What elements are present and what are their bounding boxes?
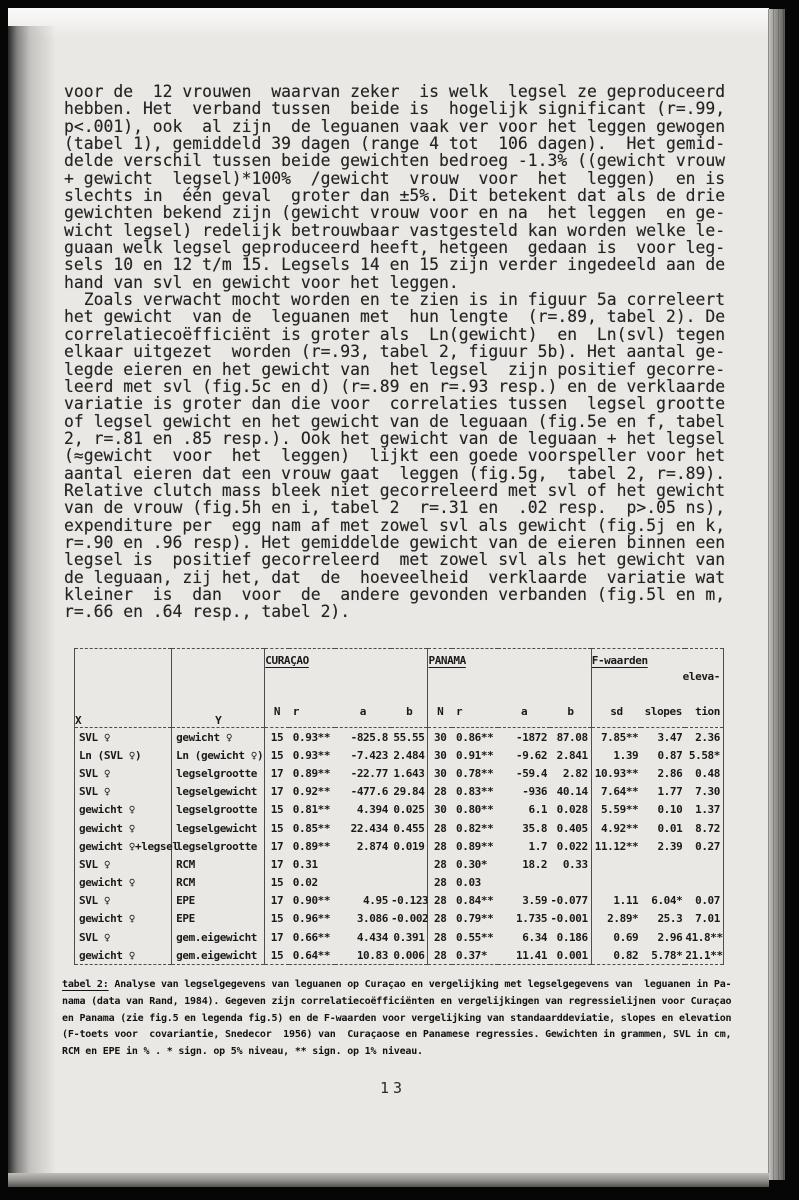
table-body [75,728,724,965]
body-text-line: de leguaan, zij het, dat de hoeveelheid verklaarde variatie wat [64,567,726,587]
cell-x: gewicht ♀ [79,803,136,817]
cell-curacao-b: -0.123 [390,894,429,908]
cell-f-sd: 2.89* [591,910,641,928]
table-row [75,910,724,928]
cell-curacao-r: 0.85** [292,821,331,835]
body-text-line: leerd met svl (fig.5c en d) (r=.89 en r=.93 resp.) en de verklaarde [64,376,726,396]
body-text-line: voor de 12 vrouwen waarvan zeker is welk legsel ze geproduceerd [64,82,726,101]
body-text-line: variatie is groter dan die voor correlaties tussen legsel grootte [64,394,726,414]
cell-y: RCM [172,874,265,892]
cell-y: RCM [172,855,265,873]
cell-panama-b: 0.028 [556,803,588,817]
cell-panama-a: 6.1 [528,803,548,817]
body-text-line: kleiner is dan voor de andere gevonden verbanden (fig.5l en m, [64,584,726,604]
cell-panama-b: 0.022 [556,839,588,853]
cell-panama-r: 0.03 [456,876,481,890]
cell-x: SVL ♀ [79,894,111,908]
cell-curacao-b: -0.002 [390,912,429,926]
cell-panama-b: 87.08 [556,730,588,744]
cell-panama-b: 2.82 [562,766,588,780]
cell-f-sd: 10.93** [591,764,641,782]
cell-curacao-a: -7.423 [350,748,388,762]
cell-curacao-b: 1.643 [393,766,425,780]
cell-panama-b [550,874,591,892]
cell-curacao-r: 0.31 [292,857,318,871]
cell-curacao-r: 0.89** [292,766,331,780]
cell-panama-b: 0.001 [556,948,588,962]
cell-f-sd: 11.12** [591,837,641,855]
cell-curacao-n: 17 [265,837,289,855]
cell-f-elevation [685,855,723,873]
table-row [75,764,724,782]
curacao-label: CURAÇAO [265,654,309,667]
cell-f-sd: 0.69 [591,928,641,946]
cell-y: gem.eigewicht [172,946,265,965]
book-page-edges [768,9,785,1180]
col-header-panama-a: a [498,690,550,728]
body-text-line: expenditure per egg nam af met zowel svl als gewicht (fig.5j en k, [64,515,726,535]
cell-curacao-a: 10.83 [356,948,388,962]
caption-line: (F-toets voor covariantie, Snedecor 1956) van Curaçaose en Panamese regressies. Gewichten in grammen, SVL in cm, [62,1029,732,1041]
cell-curacao-n: 17 [265,783,289,801]
cell-panama-r: 0.84** [456,894,494,908]
cell-f-slopes: 2.86 [657,766,683,780]
body-text-line: 2, r=.81 en .85 resp.). Ook het gewicht van de leguaan + het legsel [64,428,726,448]
cell-f-elevation: 0.07 [695,894,720,908]
cell-x: gewicht ♀ [79,912,136,926]
cell-curacao-n: 17 [265,892,289,910]
body-text-line: + gewicht legsel)*100% /gewicht vrouw voor het leggen) en is [64,168,726,188]
col-header-y: Y [172,649,265,728]
cell-panama-a: 35.8 [522,821,548,835]
cell-curacao-a: 3.086 [356,912,388,926]
caption-line1-rest: Analyse van legselgegevens van leguanen op Curaçao en vergelijking met legselgegevens van leguanen in Pa- [108,979,732,990]
body-text-line: r=.90 en .96 resp). Het gemiddelde gewicht van de eieren binnen een [64,532,726,552]
cell-curacao-r: 0.89** [292,839,331,853]
body-text-line: delde verschil tussen beide gewichten bedroeg -1.3% ((gewicht vrouw [64,151,726,171]
cell-panama-n: 28 [428,874,452,892]
body-text-line: slechts in één geval groter dan ±5%. Dit betekent dat als de drie [64,186,726,206]
cell-curacao-a: 4.394 [356,803,388,817]
cell-panama-a: -59.4 [516,766,548,780]
body-text-line: guaan welk legsel geproduceerd heeft, hetgeen gedaan is voor leg- [64,238,726,258]
cell-x: gewicht ♀ [79,821,136,835]
cell-curacao-r: 0.96** [292,912,331,926]
cell-f-elevation: 7.30 [695,785,720,799]
table-row [75,728,724,747]
cell-x: SVL ♀ [79,730,111,744]
cell-y: gewicht ♀ [172,728,265,747]
cell-panama-r: 0.30* [456,857,488,871]
body-text-line: elkaar uitgezet worden (r=.93, tabel 2, figuur 5b). Het aantal ge- [64,342,726,362]
cell-f-slopes: 2.39 [657,839,683,853]
cell-f-elevation: 0.27 [695,839,720,853]
cell-f-sd: 0.82 [591,946,641,965]
cell-x: SVL ♀ [79,930,111,944]
cell-panama-n: 28 [428,910,452,928]
cell-curacao-n: 17 [265,764,289,782]
caption-rest [62,994,740,1061]
cell-panama-a: -1872 [516,730,548,744]
cell-panama-a: 18.2 [522,857,548,871]
cell-panama-n: 28 [428,783,452,801]
cell-f-slopes: 0.87 [657,748,683,762]
cell-curacao-r: 0.93** [292,748,331,762]
table-row [75,746,724,764]
cell-curacao-n: 15 [265,746,289,764]
cell-f-slopes: 25.3 [657,912,683,926]
col-header-curacao-n: N [265,690,289,728]
table-row [75,928,724,946]
body-text-line: legde eieren en het gewicht van het legsel zijn positief gecorre- [64,359,726,379]
cell-f-slopes: 1.77 [657,785,683,799]
cell-curacao-b: 55.55 [393,730,425,744]
cell-curacao-a: -825.8 [350,730,388,744]
cell-f-slopes [641,874,685,892]
cell-y: legselgrootte [172,837,265,855]
body-text-line: Relative clutch mass bleek niet gecorreleerd met svl of het gewicht [64,480,726,500]
body-text-line: legsel is positief gecorreleerd met zowel svl als het gewicht van [64,550,726,570]
cell-panama-n: 28 [428,928,452,946]
cell-panama-n: 30 [428,801,452,819]
body-text-line: (≈gewicht voor het leggen) lijkt een goede voorspeller voor het [64,446,726,466]
cell-curacao-r: 0.93** [292,730,331,744]
table-row [75,801,724,819]
col-header-x: X [75,649,172,728]
cell-panama-r: 0.91** [456,748,494,762]
cell-curacao-a: -22.77 [350,766,388,780]
body-text-line: sels 10 en 12 t/m 15. Legsels 14 en 15 zijn verder ingedeeld aan de [64,255,726,275]
cell-curacao-a: 2.874 [356,839,388,853]
cell-curacao-n: 17 [265,928,289,946]
body-text-line: Zoals verwacht mocht worden en te zien is in figuur 5a correleert [64,290,726,310]
table-row [75,819,724,837]
cell-f-elevation: 0.48 [695,766,720,780]
body-text-line: r=.66 en .64 resp., tabel 2). [64,602,351,622]
cell-curacao-r: 0.66** [292,930,331,944]
cell-panama-r: 0.37* [456,948,488,962]
cell-panama-b: 0.33 [562,857,588,871]
cell-curacao-a: 4.95 [363,894,388,908]
cell-f-slopes [641,855,685,873]
elevation-header-line1: eleva- [682,670,720,683]
body-text-line: of legsel gewicht en het gewicht van de leguaan (fig.5e en f, tabel [64,411,726,431]
elevation-header-line2: tion [685,690,723,728]
cell-x: gewicht ♀+legsel [79,839,179,853]
cell-curacao-n: 15 [265,728,289,747]
cell-f-slopes: 0.10 [657,803,683,817]
cell-y: EPE [172,910,265,928]
cell-panama-a: 1.735 [516,912,548,926]
cell-y: EPE [172,892,265,910]
group-header-f-waarden [591,649,723,691]
table-caption [62,977,740,1061]
cell-panama-n: 30 [428,728,452,747]
cell-curacao-r: 0.90** [292,894,331,908]
body-text-line: hebben. Het verband tussen beide is hogelijk significant (r=.99, [64,99,726,119]
cell-panama-a: -936 [522,785,548,799]
table-row [75,855,724,873]
caption-label: tabel 2: [62,979,109,990]
cell-curacao-a [335,855,391,873]
cell-panama-b: 40.14 [556,785,588,799]
cell-curacao-n: 15 [265,874,289,892]
col-header-curacao-b: b [391,690,428,728]
cell-y: legselgewicht [172,819,265,837]
cell-panama-b: 0.405 [556,821,588,835]
cell-x: SVL ♀ [79,857,111,871]
cell-f-slopes: 3.47 [657,730,683,744]
cell-f-elevation: 5.58* [688,748,720,762]
body-text-line: correlatiecoëfficiënt is groter als Ln(gewicht) en Ln(svl) tegen [64,324,726,344]
cell-curacao-a: -477.6 [350,785,388,799]
cell-f-sd [591,855,641,873]
body-text-line: wicht legsel) redelijk betrouwbaar vastgesteld kan worden welke le- [64,220,726,240]
cell-panama-b: 2.841 [556,748,588,762]
cell-y: legselgrootte [172,801,265,819]
caption-line [62,977,740,994]
cell-y: gem.eigewicht [172,928,265,946]
cell-curacao-b: 29.84 [393,785,425,799]
col-header-panama-r: r [452,690,498,728]
cell-f-elevation: 7.01 [695,912,720,926]
cell-f-sd: 4.92** [591,819,641,837]
cell-panama-a: -9.62 [516,748,548,762]
cell-curacao-a [335,874,391,892]
cell-panama-n: 28 [428,892,452,910]
cell-y: Ln (gewicht ♀) [172,746,265,764]
body-text [64,83,752,621]
group-header-panama [428,649,591,691]
cell-f-sd: 1.11 [591,892,641,910]
cell-f-sd [591,874,641,892]
cell-curacao-n: 15 [265,946,289,965]
cell-curacao-r: 0.02 [292,876,318,890]
cell-x: SVL ♀ [79,785,111,799]
cell-f-elevation: 8.72 [695,821,720,835]
cell-panama-a: 1.7 [528,839,548,853]
body-text-line: van de vrouw (fig.5h en i, tabel 2 r=.31 en .02 resp. p>.05 ns), [64,498,726,518]
page-top-highlight [8,8,769,38]
cell-panama-n: 30 [428,746,452,764]
body-text-line: (tabel 1), gemiddeld 39 dagen (range 4 tot 106 dagen). Het gemid- [64,134,726,154]
cell-panama-n: 30 [428,764,452,782]
cell-panama-n: 28 [428,946,452,965]
cell-panama-b: 0.186 [556,930,588,944]
page-number: 13 [380,1079,407,1097]
cell-curacao-b: 0.391 [393,930,425,944]
cell-f-slopes: 2.96 [657,930,683,944]
cell-curacao-n: 15 [265,801,289,819]
cell-panama-r: 0.82** [456,821,494,835]
page-edge-lines [769,9,785,1180]
cell-panama-n: 28 [428,819,452,837]
table-2 [74,648,726,965]
cell-panama-r: 0.78** [456,766,494,780]
cell-panama-r: 0.83** [456,785,494,799]
col-header-curacao-a: a [335,690,391,728]
cell-f-elevation: 41.8** [685,930,723,944]
cell-f-sd: 7.85** [591,728,641,747]
f-waarden-label: F-waarden [591,654,648,667]
cell-panama-r: 0.80** [456,803,494,817]
table-row [75,892,724,910]
cell-panama-r: 0.89** [456,839,494,853]
cell-y: legselgrootte [172,764,265,782]
body-text-line: het gewicht van de leguanen met hun lengte (r=.89, tabel 2). De [64,307,726,327]
cell-curacao-a: 22.434 [350,821,388,835]
book-bottom-edge [8,1173,769,1187]
cell-f-sd: 7.64** [591,783,641,801]
cell-curacao-b: 0.019 [393,839,425,853]
cell-curacao-b: 0.025 [393,803,425,817]
cell-curacao-b: 0.006 [393,948,425,962]
col-header-panama-b: b [550,690,591,728]
cell-curacao-r: 0.81** [292,803,331,817]
cell-panama-r: 0.79** [456,912,494,926]
body-text-line: gewichten bekend zijn (gewicht vrouw voor en na het leggen en ge- [64,203,726,223]
table-row [75,837,724,855]
cell-panama-n: 28 [428,855,452,873]
cell-x: gewicht ♀ [79,948,136,962]
cell-x: SVL ♀ [79,766,111,780]
panama-label: PANAMA [428,654,466,667]
cell-f-elevation: 2.36 [695,730,720,744]
cell-curacao-b: 2.484 [393,748,425,762]
cell-panama-a: 3.59 [522,894,548,908]
body-text-line: p<.001), ook al zijn de leguanen vaak ver voor het leggen gewogen [64,116,726,136]
table-row [75,783,724,801]
cell-curacao-a: 4.434 [356,930,388,944]
cell-curacao-b [391,855,428,873]
cell-curacao-r: 0.92** [292,785,331,799]
table-row [75,874,724,892]
cell-curacao-b: 0.455 [393,821,425,835]
cell-x: gewicht ♀ [79,876,136,890]
cell-curacao-n: 15 [265,910,289,928]
cell-f-elevation [685,874,723,892]
cell-curacao-n: 17 [265,855,289,873]
cell-f-slopes: 6.04* [651,894,683,908]
cell-f-sd: 1.39 [591,746,641,764]
body-text-line: hand van svl en gewicht voor het leggen. [64,272,459,292]
body-text-line: aantal eieren dat een vrouw gaat leggen (fig.5g, tabel 2, r=.89). [64,463,726,483]
cell-panama-b: -0.077 [550,894,588,908]
cell-panama-n: 28 [428,837,452,855]
col-header-curacao-r: r [289,690,335,728]
regression-table [74,648,724,965]
caption-line: RCM en EPE in % . * sign. op 5% niveau, ** sign. op 1% niveau. [62,1046,423,1058]
col-header-sd: sd [591,690,641,728]
cell-panama-a [498,874,550,892]
cell-f-slopes: 5.78* [651,948,683,962]
col-header-slopes: slopes [641,690,685,728]
caption-line: en Panama (zie fig.5 en legenda fig.5) en de F-waarden voor vergelijking van standaarddeviatie, slopes en elevation [62,1012,732,1024]
cell-panama-a: 6.34 [522,930,548,944]
table-row [75,946,724,965]
cell-curacao-r: 0.64** [292,948,331,962]
cell-panama-a: 11.41 [516,948,548,962]
cell-curacao-b [391,874,428,892]
caption-line: nama (data van Rand, 1984). Gegeven zijn correlatiecoëfficiënten en vergelijkingen van regressielijnen voor Curaçao [62,995,732,1007]
cell-f-slopes: 0.01 [657,821,683,835]
cell-y: legselgewicht [172,783,265,801]
cell-f-elevation: 21.1** [685,948,723,962]
cell-panama-r: 0.55** [456,930,494,944]
cell-panama-r: 0.86** [456,730,494,744]
cell-x: Ln (SVL ♀) [79,748,142,762]
cell-panama-b: -0.001 [550,912,588,926]
group-header-curacao [265,649,428,691]
cell-f-elevation: 1.37 [695,803,720,817]
cell-curacao-n: 15 [265,819,289,837]
book-gutter-shadow [8,26,56,1173]
col-header-panama-n: N [428,690,452,728]
cell-f-sd: 5.59** [591,801,641,819]
